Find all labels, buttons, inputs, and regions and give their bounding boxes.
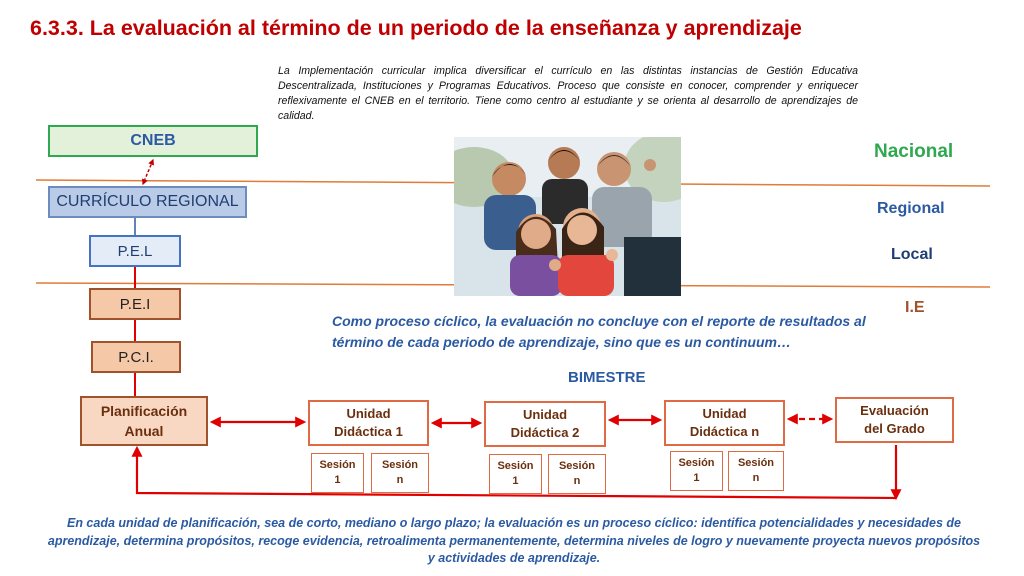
curriculo-regional-label: CURRÍCULO REGIONAL bbox=[56, 193, 239, 210]
page-title: 6.3.3. La evaluación al término de un periodo de la enseñanza y aprendizaje bbox=[30, 16, 802, 40]
sesion-line1: Sesión bbox=[678, 457, 715, 469]
sesion-box bbox=[311, 453, 364, 493]
pei-label: P.E.I bbox=[119, 295, 151, 313]
unidad-didactica-2-box bbox=[484, 401, 606, 447]
level-local: Local bbox=[891, 246, 933, 263]
pci-label: P.C.I. bbox=[118, 348, 154, 366]
unit-line2: Didáctica 2 bbox=[510, 425, 580, 440]
pel-label: P.E.L bbox=[117, 242, 153, 260]
sesion-line1: Sesión bbox=[319, 459, 356, 471]
sesion-line1: Sesión bbox=[737, 457, 775, 469]
sesion-box bbox=[548, 454, 606, 494]
evaluacion-grado-box bbox=[835, 397, 954, 443]
curriculo-regional-box bbox=[48, 186, 247, 218]
evaluacion-line1: Evaluación bbox=[860, 403, 929, 418]
sesion-line1: Sesión bbox=[497, 460, 534, 472]
pei-box bbox=[89, 288, 181, 320]
sesion-line1: Sesión bbox=[558, 460, 596, 472]
sesion-line2: n bbox=[752, 472, 760, 484]
pci-box bbox=[91, 341, 181, 373]
bimestre-label: BIMESTRE bbox=[568, 369, 646, 386]
unidad-didactica-1-box bbox=[308, 400, 429, 446]
sesion-box bbox=[728, 451, 784, 491]
planificacion-anual-box bbox=[80, 396, 208, 446]
sesion-line2: 1 bbox=[334, 474, 341, 486]
sesion-box bbox=[371, 453, 429, 493]
intro-paragraph: La Implementación curricular implica diversificar el currículo en las distintas instancias de Gestión Educativa Descentralizada, Instituciones y Programas Educativos. Proceso que consiste en conocer, comprender y enriquecer reflexivamente el CNEB en el territorio. Tiene como centro al estudiante y se orienta al desarrollo de aprendizajes de calidad. bbox=[278, 65, 858, 122]
sesion-line2: 1 bbox=[512, 475, 519, 487]
cneb-label: CNEB bbox=[130, 132, 176, 149]
level-ie: I.E bbox=[905, 299, 925, 316]
unit-line2: Didáctica 1 bbox=[334, 424, 403, 439]
students-photo bbox=[454, 137, 681, 296]
footer-text: En cada unidad de planificación, sea de corto, mediano o largo plazo; la evaluación es un proceso cíclico: identifica potencialidades y necesidades de aprendizaje, determina propósitos, recoge evidencia, retroalimenta permanentemente, determina niveles de logro y nuevamente proyecta nuevos propósitos y actividades de aprendizaje. bbox=[47, 516, 981, 565]
cyclic-process-text: Como proceso cíclico, la evaluación no concluye con el reporte de resultados al término de cada periodo de aprendizaje, sino que es un continuum… bbox=[332, 313, 866, 350]
sesion-line2: n bbox=[573, 475, 581, 487]
cneb-box bbox=[48, 125, 258, 157]
sesion-line2: 1 bbox=[693, 472, 700, 484]
sesion-box bbox=[670, 451, 723, 491]
level-regional: Regional bbox=[877, 200, 945, 217]
pel-box bbox=[89, 235, 181, 267]
evaluacion-line2: del Grado bbox=[864, 421, 925, 436]
unit-line2: Didáctica n bbox=[689, 424, 760, 439]
students-photo-illustration bbox=[454, 137, 681, 296]
unidad-didactica-n-box bbox=[664, 400, 785, 446]
sesion-line2: n bbox=[396, 474, 404, 486]
unit-line1: Unidad bbox=[702, 406, 747, 421]
level-nacional: Nacional bbox=[874, 141, 954, 162]
planificacion-line1: Planificación bbox=[100, 403, 188, 419]
unit-line1: Unidad bbox=[522, 407, 568, 422]
sesion-line1: Sesión bbox=[381, 459, 419, 471]
planificacion-line2: Anual bbox=[124, 423, 164, 439]
sesion-box bbox=[489, 454, 542, 494]
unit-line1: Unidad bbox=[346, 406, 391, 421]
